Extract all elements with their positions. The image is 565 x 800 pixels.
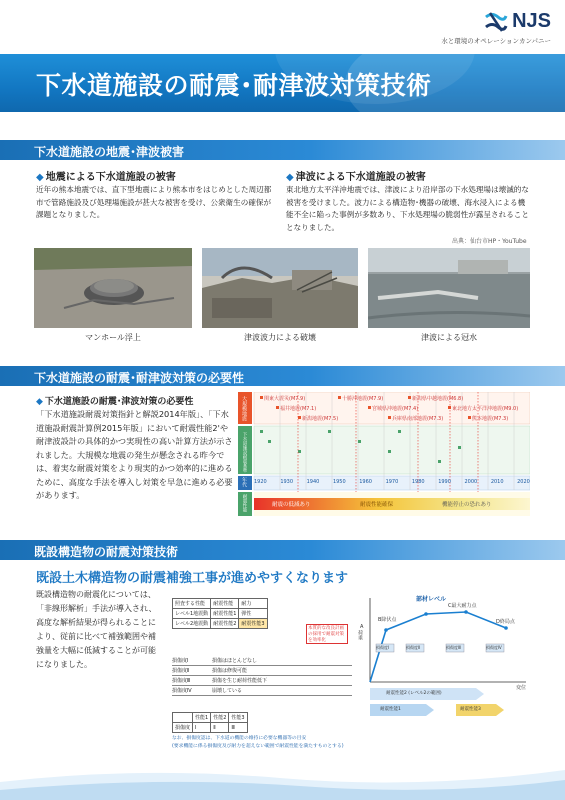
title-band <box>0 54 565 112</box>
table-header <box>173 713 193 723</box>
section-bar-necessity <box>0 366 565 386</box>
graph-band: 耐震性能3 <box>460 707 481 712</box>
table-cell: 耐震性能2 <box>211 619 239 629</box>
tsunami-text: 東北地方太平洋沖地震では、津波により沿岸部の下水処理場は壊滅的な被害を受けました。波力による構造物･機器の破壊、海水浸入による機能不全に陥った事例が多数あり、下水処理場の脆弱性が露呈されることとなりました。 <box>286 185 529 232</box>
quake-label: 東北地方太平洋沖地震(M9.0) <box>452 406 519 412</box>
section-heading: 既設構造物の耐震対策技術 <box>34 545 179 559</box>
chart-row-label: 下水道施設耐震基準 <box>242 432 247 473</box>
graph-band: 耐震性能2 (レベル2の範囲) <box>386 691 442 696</box>
quake-label: 福井地震(M7.1) <box>280 406 317 412</box>
graph-level: 損傷度Ⅰ <box>376 645 390 650</box>
damage-desc: 損傷は修復可能 <box>212 668 248 674</box>
section-bar-damage <box>0 140 565 160</box>
table-header: 性能2 <box>211 713 229 723</box>
chart-row-label: 耐震性能 <box>242 494 247 512</box>
footnote: (要求機能に係る損傷度及び耐力を超えない範囲で耐震性能を満たすものとする) <box>172 744 344 749</box>
damage-level: 損傷度Ⅲ <box>172 678 191 684</box>
quake-label: 熊本地震(M7.3) <box>472 416 509 422</box>
table-cell: レベル2地震動 <box>173 619 211 629</box>
graph-level: 損傷度Ⅳ <box>486 645 502 650</box>
table-cell: Ⅲ <box>229 723 247 733</box>
performance-damage-table <box>172 712 248 733</box>
photo-caption: マンホール浮上 <box>85 333 141 342</box>
earthquake-text: 近年の熊本地震では、直下型地震により熊本市をはじめとした周辺都市で管路施設及び処理場施設が甚大な被害を受け、公衆衛生の確保が課題となりました。 <box>36 185 272 219</box>
quake-label: 関東大震災(M7.9) <box>264 396 306 402</box>
photo-caption: 津波波力による破壊 <box>244 333 316 342</box>
graph-point: A <box>360 624 364 630</box>
note-box: 本質的な改良計画の採用で耐震対策を効率化 <box>306 624 348 644</box>
perf-label: 機能停止の恐れあり <box>442 502 492 508</box>
table-header: 性能3 <box>229 713 247 723</box>
table-cell: 耐震性能3 <box>239 619 267 629</box>
page-title: 下水道施設の耐震･耐津波対策技術 <box>36 71 432 100</box>
section-heading: 下水道施設の地震･津波被害 <box>34 145 185 159</box>
necessity-text: 「下水道施設耐震対策指針と解説2014年版」、「下水道施設耐震計算例2015年版」において耐震性能2'や耐津波設計の具体的かつ実現性の高い計算方法が示されました。大規模な地震の発生が懸念される昨今では、着実な耐震対策をより現実的かつ効率的に進めるために、高度な手法を導入し対策を早急に進める必要があります。 <box>36 409 233 500</box>
photo-tsunami-flood <box>368 248 530 328</box>
decade-labels: 1920 1930 1940 1950 1960 1970 1980 1990 2000 2010 2020 <box>254 479 530 485</box>
table-cell: Ⅰ <box>193 723 211 733</box>
logo <box>484 10 551 33</box>
graph-level: 損傷度Ⅱ <box>406 645 420 650</box>
seismic-timeline <box>238 392 530 518</box>
graph-title: 部材レベル <box>416 596 447 603</box>
table-cell: Ⅱ <box>211 723 229 733</box>
quake-label: 十勝沖地震(M7.9) <box>342 396 384 402</box>
damage-desc: 崩壊している <box>212 688 243 694</box>
damage-level: 損傷度Ⅳ <box>172 688 192 694</box>
damage-desc: 損傷はほとんどなし <box>212 658 258 664</box>
table-header: 耐力 <box>239 599 267 609</box>
lead-text: 既設土木構造物の耐震補強工事が進めやすくなります <box>36 571 349 586</box>
perf-label: 耐震の低減あり <box>272 502 311 508</box>
subhead-tsunami: ◆ 津波による下水道施設の被害 <box>286 172 426 183</box>
table-cell: 損傷度 <box>173 723 193 733</box>
graph-point: C最大耐力点 <box>448 603 477 609</box>
section-bar-retrofit <box>0 540 565 560</box>
damage-desc: 損傷を生じ耐荷性能低下 <box>212 678 268 684</box>
graph-level: 損傷度Ⅲ <box>446 645 461 650</box>
njs-logo-icon <box>484 11 508 33</box>
table-header: 照査する性能 <box>173 599 211 609</box>
graph-ylabel: 荷重 <box>357 630 363 640</box>
quake-label: 兵庫県南部地震(M7.3) <box>392 416 444 422</box>
damage-level: 損傷度Ⅱ <box>172 668 190 674</box>
header <box>0 0 565 50</box>
diamond-icon: ◆ <box>286 172 294 183</box>
photo-source: 出典：仙台市HP・YouTube <box>452 238 527 245</box>
photo-tsunami-damage <box>202 248 358 328</box>
tagline: 水と環境のオペレーションカンパニー <box>441 37 551 45</box>
photo-caption: 津波による冠水 <box>421 333 477 342</box>
section-heading: 下水道施設の耐震･耐津波対策の必要性 <box>34 371 245 385</box>
table-cell: レベル1地震動 <box>173 609 211 619</box>
photo-manhole <box>34 248 192 328</box>
logo-text: NJS <box>512 10 551 32</box>
retrofit-text: 既設構造物の耐震化については、「非線形解析」手法が導入され、高度な解析結果が得られることにより、従前に比べて補強範囲や補強量を大幅に低減することが可能になりました。 <box>36 590 157 669</box>
quake-label: 新潟県中越地震(M6.8) <box>412 396 464 402</box>
quake-label: 新潟地震(M7.5) <box>302 416 339 422</box>
chart-row-label: 年代 <box>241 477 247 487</box>
subhead-earthquake: ◆ 地震による下水道施設の被害 <box>36 172 176 183</box>
graph-point: B降伏点 <box>378 617 397 623</box>
chart-row-label: 大規模地震 <box>241 396 247 421</box>
table-header: 性能1 <box>193 713 211 723</box>
damage-level: 損傷度Ⅰ <box>172 658 189 664</box>
table-header: 耐震性能 <box>211 599 239 609</box>
load-displacement-graph <box>356 590 532 730</box>
damage-level-list <box>172 656 352 696</box>
quake-label: 宮城県沖地震(M7.4) <box>372 406 419 412</box>
subhead-necessity: ◆ 下水道施設の耐震･津波対策の必要性 <box>36 397 194 407</box>
diamond-icon: ◆ <box>36 397 43 407</box>
graph-xlabel: 変位 <box>516 685 527 691</box>
perf-label: 耐震性能確保 <box>360 502 394 508</box>
footer-wave <box>0 760 565 800</box>
graph-band: 耐震性能1 <box>380 707 401 712</box>
footnote: なお、損傷度認は、下水道の機能の維持に必要な機器等の目安 <box>172 736 307 741</box>
diamond-icon: ◆ <box>36 172 44 183</box>
table-cell: 耐震性能1 <box>211 609 239 619</box>
table-cell: 弾性 <box>239 609 267 619</box>
seismic-performance-table <box>172 598 268 629</box>
graph-point: D終局点 <box>496 619 515 625</box>
